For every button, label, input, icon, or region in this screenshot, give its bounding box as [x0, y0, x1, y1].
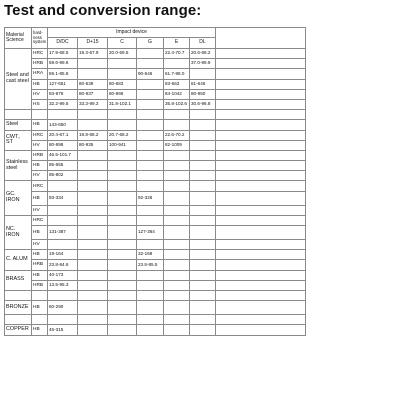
- value-cell: [190, 260, 216, 270]
- value-cell: [190, 140, 216, 150]
- blank-cell: [216, 205, 306, 215]
- value-cell: [190, 120, 216, 130]
- material-steel: Steel: [5, 120, 32, 130]
- value-cell: 46.5-101.7: [48, 150, 78, 160]
- blank-cell: [216, 191, 306, 205]
- scale-cell: HB: [32, 120, 48, 130]
- scale-cell: HB: [32, 301, 48, 315]
- scale-cell: HB: [32, 270, 48, 280]
- value-cell: [164, 240, 190, 250]
- value-cell: 31.8-102.1: [108, 99, 137, 109]
- blank-cell: [216, 79, 306, 89]
- scale-cell: HRB: [32, 260, 48, 270]
- value-cell: 35.8-102.6: [164, 99, 190, 109]
- table-row: [5, 79, 306, 89]
- value-cell: [78, 150, 108, 160]
- table-row: [5, 270, 306, 280]
- value-cell: 90-646: [137, 69, 164, 79]
- header-blank: [216, 28, 306, 49]
- value-cell: 80-898: [48, 140, 78, 150]
- blank-cell: [216, 130, 306, 140]
- scale-cell: HB: [32, 79, 48, 89]
- blank-cell: [216, 69, 306, 79]
- value-cell: [78, 250, 108, 260]
- value-cell: [78, 226, 108, 240]
- page-title: Test and conversion range:: [4, 2, 202, 19]
- value-cell: [78, 69, 108, 79]
- value-cell: [137, 240, 164, 250]
- value-cell: 19.3-67.9: [78, 49, 108, 59]
- value-cell: 81-646: [190, 79, 216, 89]
- value-cell: 127-651: [48, 79, 78, 89]
- value-cell: 22.4-70.7: [164, 49, 190, 59]
- value-cell: [108, 59, 137, 69]
- value-cell: 30.6-96.8: [190, 99, 216, 109]
- value-cell: [78, 205, 108, 215]
- blank-cell: [216, 59, 306, 69]
- value-cell: 93-334: [48, 191, 78, 205]
- value-cell: 100-941: [108, 140, 137, 150]
- material-stainless-steel: Stainless steel: [5, 150, 32, 181]
- value-cell: [137, 140, 164, 150]
- material-gc-iron: GC. IRON: [5, 181, 32, 215]
- value-cell: [108, 205, 137, 215]
- value-cell: [164, 120, 190, 130]
- blank-cell: [216, 161, 306, 171]
- value-cell: 127-364: [137, 226, 164, 240]
- scale-cell: HV: [32, 171, 48, 181]
- value-cell: 92-326: [137, 191, 164, 205]
- table-row: [5, 150, 306, 160]
- value-cell: [190, 69, 216, 79]
- conversion-range-table: [4, 27, 306, 336]
- value-cell: 143-650: [48, 120, 78, 130]
- value-cell: [137, 89, 164, 99]
- blank-cell: [216, 215, 306, 225]
- value-cell: [164, 270, 190, 280]
- value-cell: [190, 150, 216, 160]
- value-cell: [108, 120, 137, 130]
- value-cell: [190, 181, 216, 191]
- value-cell: 40-173: [48, 270, 78, 280]
- material-steel-cast-steel: Steel and cast steel: [5, 49, 32, 110]
- value-cell: [190, 250, 216, 260]
- blank-cell: [216, 325, 306, 335]
- value-cell: [190, 205, 216, 215]
- value-cell: [137, 79, 164, 89]
- value-cell: [108, 325, 137, 335]
- material-nc-iron: NC. IRON: [5, 215, 32, 249]
- table-row: [5, 301, 306, 315]
- value-cell: [190, 226, 216, 240]
- blank-cell: [216, 301, 306, 315]
- header-device-e: E: [164, 38, 190, 49]
- value-cell: [78, 280, 108, 290]
- value-cell: [108, 301, 137, 315]
- value-cell: [78, 191, 108, 205]
- value-cell: [48, 215, 78, 225]
- material-c-alum: C. ALUM: [5, 250, 32, 270]
- value-cell: [78, 215, 108, 225]
- value-cell: [137, 270, 164, 280]
- value-cell: [78, 171, 108, 181]
- value-cell: 23.8-84.6: [48, 260, 78, 270]
- value-cell: [78, 325, 108, 335]
- blank-cell: [216, 99, 306, 109]
- value-cell: 13.5-95.3: [48, 280, 78, 290]
- value-cell: [137, 150, 164, 160]
- value-cell: [108, 171, 137, 181]
- table-row: [5, 59, 306, 69]
- scale-cell: HRC: [32, 49, 48, 59]
- scale-cell: HV: [32, 89, 48, 99]
- scale-cell: HB: [32, 191, 48, 205]
- blank-cell: [216, 171, 306, 181]
- value-cell: [164, 59, 190, 69]
- blank-cell: [216, 49, 306, 59]
- table-row: [5, 161, 306, 171]
- blank-cell: [216, 280, 306, 290]
- scale-cell: HRC: [32, 215, 48, 225]
- blank-cell: [216, 120, 306, 130]
- value-cell: 19-164: [48, 250, 78, 260]
- value-cell: [164, 280, 190, 290]
- table-row: [5, 171, 306, 181]
- value-cell: [190, 270, 216, 280]
- table-row: [5, 120, 306, 130]
- value-cell: [190, 325, 216, 335]
- value-cell: 45-315: [48, 325, 78, 335]
- table-row: [5, 89, 306, 99]
- value-cell: [108, 191, 137, 205]
- value-cell: [137, 301, 164, 315]
- material-bronze: BRONZE: [5, 301, 32, 315]
- header-device-dl: DL: [190, 38, 216, 49]
- value-cell: [108, 181, 137, 191]
- scale-cell: HV: [32, 140, 48, 150]
- value-cell: [164, 171, 190, 181]
- value-cell: 83-976: [48, 89, 78, 99]
- value-cell: [164, 226, 190, 240]
- header-device-c: C: [108, 38, 137, 49]
- value-cell: 80-937: [78, 89, 108, 99]
- value-cell: [78, 270, 108, 280]
- material-cwt-st: CWT。ST: [5, 130, 32, 150]
- value-cell: [137, 171, 164, 181]
- value-cell: [190, 161, 216, 171]
- spacer-row: [5, 110, 306, 120]
- value-cell: 17.9-68.5: [48, 49, 78, 59]
- value-cell: 131-387: [48, 226, 78, 240]
- value-cell: 60-290: [48, 301, 78, 315]
- value-cell: [164, 205, 190, 215]
- value-cell: 20.7-68.2: [108, 130, 137, 140]
- value-cell: [164, 161, 190, 171]
- scale-cell: HB: [32, 161, 48, 171]
- value-cell: [108, 280, 137, 290]
- table-row: [5, 280, 306, 290]
- blank-cell: [216, 260, 306, 270]
- value-cell: 32-168: [137, 250, 164, 260]
- value-cell: [48, 240, 78, 250]
- table-row: [5, 260, 306, 270]
- value-cell: 80-996: [108, 89, 137, 99]
- value-cell: [48, 181, 78, 191]
- value-cell: [108, 69, 137, 79]
- header-device-g: G: [137, 38, 164, 49]
- value-cell: 82-1009: [164, 140, 190, 150]
- scale-cell: HRC: [32, 130, 48, 140]
- value-cell: [78, 260, 108, 270]
- value-cell: [137, 205, 164, 215]
- header-hardness-system: hard-ness system: [32, 28, 48, 49]
- value-cell: 80-950: [190, 89, 216, 99]
- blank-cell: [216, 250, 306, 260]
- blank-cell: [216, 181, 306, 191]
- blank-cell: [216, 89, 306, 99]
- value-cell: [137, 59, 164, 69]
- blank-cell: [216, 270, 306, 280]
- table-row: [5, 205, 306, 215]
- value-cell: 20.4-67.1: [48, 130, 78, 140]
- value-cell: [164, 260, 190, 270]
- value-cell: [190, 215, 216, 225]
- value-cell: [108, 226, 137, 240]
- value-cell: [108, 260, 137, 270]
- value-cell: 80-638: [78, 79, 108, 89]
- table-row: [5, 215, 306, 225]
- scale-cell: HRB: [32, 280, 48, 290]
- scale-cell: HB: [32, 226, 48, 240]
- header-material: Material Science: [5, 28, 32, 49]
- value-cell: [137, 181, 164, 191]
- table-row: [5, 99, 306, 109]
- scale-cell: HS: [32, 99, 48, 109]
- scale-cell: HV: [32, 240, 48, 250]
- blank-cell: [216, 226, 306, 240]
- value-cell: 59.6-99.6: [48, 59, 78, 69]
- value-cell: 22.6-70.2: [164, 130, 190, 140]
- value-cell: 85-655: [48, 161, 78, 171]
- header-device-d-dc: D/DC: [48, 38, 78, 49]
- value-cell: [78, 301, 108, 315]
- value-cell: [108, 150, 137, 160]
- value-cell: 19.8-68.2: [78, 130, 108, 140]
- table-row: [5, 140, 306, 150]
- material-brass: BRASS: [5, 270, 32, 290]
- value-cell: [164, 325, 190, 335]
- scale-cell: HRB: [32, 150, 48, 160]
- value-cell: [190, 280, 216, 290]
- spacer-row: [5, 290, 306, 300]
- value-cell: [137, 161, 164, 171]
- material-copper: COPPER: [5, 325, 32, 335]
- value-cell: [137, 130, 164, 140]
- table-row: [5, 226, 306, 240]
- table-row: [5, 250, 306, 260]
- value-cell: 32.2-99.5: [48, 99, 78, 109]
- value-cell: [164, 301, 190, 315]
- blank-cell: [216, 240, 306, 250]
- value-cell: [78, 240, 108, 250]
- value-cell: [164, 150, 190, 160]
- blank-cell: [216, 140, 306, 150]
- value-cell: 33.3-99.3: [78, 99, 108, 109]
- header-impact-device: Impact device: [48, 28, 216, 38]
- blank-cell: [216, 150, 306, 160]
- scale-cell: HV: [32, 205, 48, 215]
- value-cell: [137, 280, 164, 290]
- value-cell: [137, 325, 164, 335]
- scale-cell: HRB: [32, 59, 48, 69]
- scale-cell: HB: [32, 250, 48, 260]
- value-cell: [108, 215, 137, 225]
- scale-cell: HRA: [32, 69, 48, 79]
- value-cell: [190, 191, 216, 205]
- value-cell: [190, 130, 216, 140]
- value-cell: [164, 191, 190, 205]
- value-cell: 80-935: [78, 140, 108, 150]
- value-cell: [137, 215, 164, 225]
- table-row: [5, 69, 306, 79]
- scale-cell: HRC: [32, 181, 48, 191]
- value-cell: [190, 171, 216, 181]
- conversion-range-table-container: [4, 27, 305, 336]
- value-cell: [164, 250, 190, 260]
- value-cell: 80-683: [108, 79, 137, 89]
- value-cell: [78, 161, 108, 171]
- value-cell: [78, 59, 108, 69]
- value-cell: [108, 270, 137, 280]
- value-cell: [78, 181, 108, 191]
- value-cell: 61.7-88.0: [164, 69, 190, 79]
- table-row: [5, 181, 306, 191]
- value-cell: [137, 99, 164, 109]
- value-cell: [164, 181, 190, 191]
- table-row: [5, 240, 306, 250]
- spacer-row: [5, 315, 306, 325]
- value-cell: [164, 215, 190, 225]
- value-cell: [108, 250, 137, 260]
- header-device-d15: D+15: [78, 38, 108, 49]
- table-row: [5, 130, 306, 140]
- value-cell: [137, 120, 164, 130]
- value-cell: [190, 301, 216, 315]
- value-cell: 20.6-68.2: [190, 49, 216, 59]
- value-cell: 85-802: [48, 171, 78, 181]
- table-row: [5, 49, 306, 59]
- value-cell: [137, 49, 164, 59]
- table-row: [5, 325, 306, 335]
- value-cell: 83-663: [164, 79, 190, 89]
- value-cell: 84-1042: [164, 89, 190, 99]
- value-cell: [78, 120, 108, 130]
- value-cell: 59.1-85.8: [48, 69, 78, 79]
- table-row: [5, 191, 306, 205]
- value-cell: [190, 240, 216, 250]
- value-cell: 20.0-69.5: [108, 49, 137, 59]
- value-cell: 23.8-85.5: [137, 260, 164, 270]
- value-cell: 37.0-99.9: [190, 59, 216, 69]
- value-cell: [108, 161, 137, 171]
- scale-cell: HB: [32, 325, 48, 335]
- value-cell: [108, 240, 137, 250]
- value-cell: [48, 205, 78, 215]
